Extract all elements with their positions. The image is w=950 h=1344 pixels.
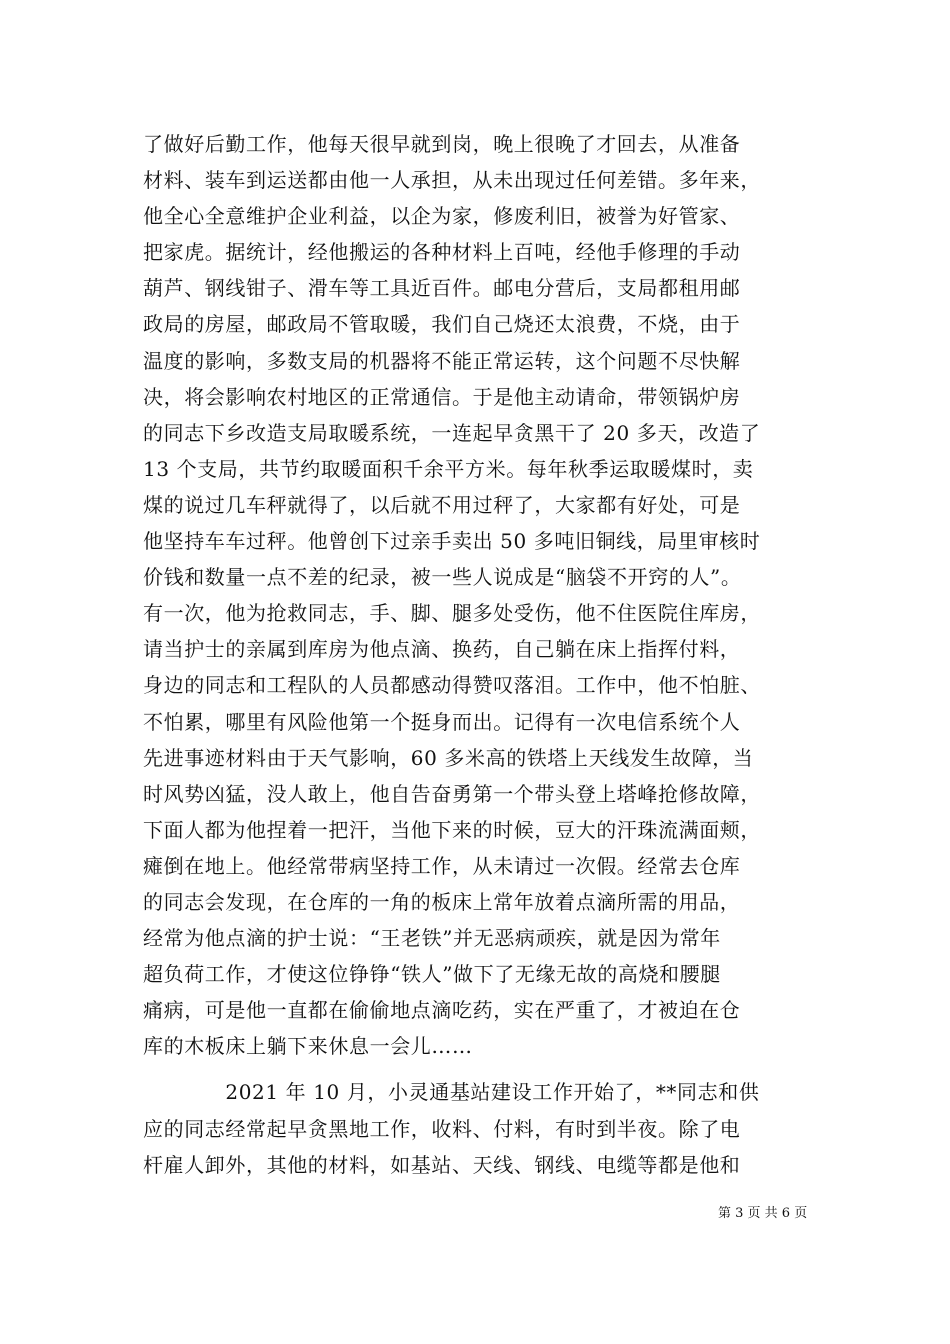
text-line: 请当护士的亲属到库房为他点滴、换药，自己躺在床上指挥付料，: [143, 637, 741, 662]
text-line: 先进事迹材料由于天气影响，60 多米高的铁塔上天线发生故障，当: [143, 745, 754, 770]
page-number: 第 3 页 共 6 页: [718, 1206, 808, 1221]
body-text: [143, 126, 833, 1183]
text-line: 时风势凶猛，没人敢上，他自告奋勇第一个带头登上塔峰抢修故障，: [143, 781, 761, 806]
text-line: 有一次，他为抢救同志，手、脚、腿多处受伤，他不住医院住库房，: [143, 601, 761, 626]
text-line: 下面人都为他捏着一把汗，当他下来的时候，豆大的汗珠流满面颊，: [143, 817, 761, 842]
paragraph-2: [143, 1074, 833, 1182]
text-line: 葫芦、钢线钳子、滑车等工具近百件。邮电分营后，支局都租用邮: [143, 276, 741, 301]
text-line: 温度的影响，多数支局的机器将不能正常运转，这个问题不尽快解: [143, 348, 741, 373]
text-line: 库的木板床上躺下来休息一会儿……: [143, 1034, 473, 1059]
text-line: 价钱和数量一点不差的纪录，被一些人说成是“脑袋不开窍的人”。: [143, 565, 742, 590]
text-line: 2021 年 10 月，小灵通基站建设工作开始了，**同志和供: [143, 1080, 760, 1105]
text-line: 材料、装车到运送都由他一人承担，从未出现过任何差错。多年来，: [143, 168, 761, 193]
text-line: 的同志下乡改造支局取暖系统，一连起早贪黑干了 20 多天，改造了: [143, 420, 761, 445]
text-line: 了做好后勤工作，他每天很早就到岗，晚上很晚了才回去，从准备: [143, 132, 741, 156]
text-line: 13 个支局，共节约取暖面积千余平方米。每年秋季运取暖煤时，卖: [143, 456, 754, 481]
text-line: 痛病，可是他一直都在偷偷地点滴吃药，实在严重了，才被迫在仓: [143, 998, 741, 1023]
text-line: 决，将会影响农村地区的正常通信。于是他主动请命，带领锅炉房: [143, 384, 741, 409]
text-line: 不怕累，哪里有风险他第一个挺身而出。记得有一次电信系统个人: [143, 709, 741, 734]
paragraph-1: [143, 126, 833, 1064]
text-line: 把家虎。据统计，经他搬运的各种材料上百吨，经他手修理的手动: [143, 240, 741, 265]
text-line: 的同志会发现，在仓库的一角的板床上常年放着点滴所需的用品，: [143, 889, 741, 914]
text-line: 杆雇人卸外，其他的材料，如基站、天线、钢线、电缆等都是他和: [143, 1152, 741, 1177]
text-line: 经常为他点滴的护士说：“王老铁”并无恶病顽疾，就是因为常年: [143, 926, 721, 951]
text-line: 他坚持车车过秤。他曾创下过亲手卖出 50 多吨旧铜线，局里审核时: [143, 529, 761, 554]
text-line: 他全心全意维护企业利益，以企为家，修废利旧，被誉为好管家、: [143, 204, 741, 229]
text-line: 超负荷工作，才使这位铮铮“铁人”做下了无缘无故的高烧和腰腿: [143, 962, 721, 987]
text-line: 瘫倒在地上。他经常带病坚持工作，从未请过一次假。经常去仓库: [143, 853, 741, 878]
text-line: 应的同志经常起早贪黑地工作，收料、付料，有时到半夜。除了电: [143, 1116, 741, 1141]
text-line: 政局的房屋，邮政局不管取暖，我们自己烧还太浪费，不烧，由于: [143, 312, 741, 337]
text-line: 煤的说过几车秤就得了，以后就不用过秤了，大家都有好处，可是: [143, 492, 741, 517]
text-line: 身边的同志和工程队的人员都感动得赞叹落泪。工作中，他不怕脏、: [143, 673, 761, 698]
